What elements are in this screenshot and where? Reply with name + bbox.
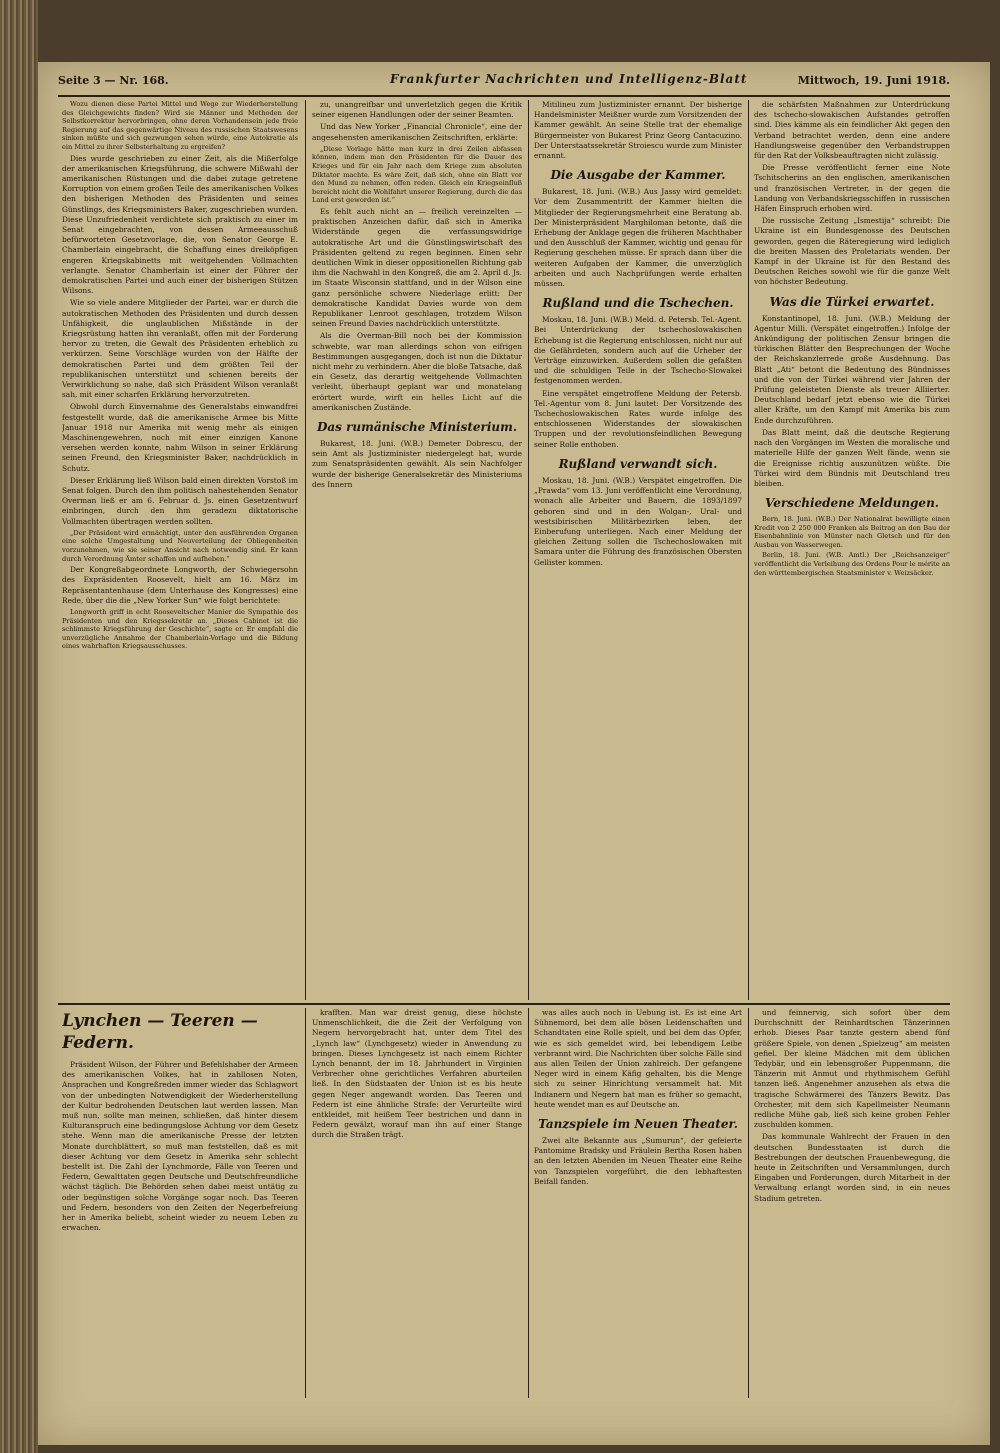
article-text: Präsident Wilson, der Führer und Befehlshaber der Armeen des amerikanischen Volkes, hat in zahllosen Noten, Ansprachen und Kongreßreden immer wieder das Schlagwort von der unbedingten Notwendigkeit der Wiederherstellung der Kultur bedrohenden Deutschen laut werden lassen. Man muß nun, sollte man meinen, schließen, daß hinter diesem Kulturanspruch eine bedingungslose Achtung vor dem Gesetz stehe. Wenn man die amerikanische Presse der letzten Monate durchblättert, so muß man feststellen, daß es mit dieser Achtung vor dem Gesetz in Amerika sehr schlecht bestellt ist. Die Zahl der Lynchmorde, Fälle von Teeren und Federn, Gewalttaten gegen Deutsche und Deutschfreundliche wächst täglich. Die Behörden sehen dabei meist untätig zu oder begünstigen solche Vorgänge sogar noch. Das Teeren und Federn, besonders von den Zeiten der Negerbefreiung her in Amerika beliebt, scheint wieder zu neuem Leben zu erwachen. [62, 1060, 298, 1233]
article-headline: Das rumänische Ministerium. [316, 420, 518, 435]
header-rule [58, 95, 950, 97]
book-binding-edge [0, 0, 38, 1453]
feuilleton-column-2 [312, 1008, 522, 1398]
article-text: zu, unangreifbar und unverletzlich gegen die Kritik seiner eigenen Handlungen oder der seiner Beamten. [312, 100, 522, 120]
masthead-title: Frankfurter Nachrichten und Intelligenz-Blatt [390, 72, 748, 86]
page-header [50, 68, 950, 94]
article-text: Als die Overman-Bill noch bei der Kommission schwebte, war man allerdings schon von eifrigen Bestimmungen ausgegangen, doch ist nun die Diktatur nicht mehr zu verhindern. Aber die bloße Tatsache, daß ein Gesetz, das derartig weitgehende Vollmachten verleiht, überhaupt geplant war und monatelang erörtert wurde, wirft ein helles Licht auf die amerikanischen Zustände. [312, 331, 522, 412]
article-text: Bern, 18. Juni. (W.B.) Der Nationalrat bewilligte einen Kredit von 2 250 000 Franken als Beitrag an den Bau der Eisenbahnlinie von Münster nach Gletsch und für den Ausbau von Wasserwegen. [754, 515, 950, 549]
article-headline: Tanzspiele im Neuen Theater. [538, 1117, 738, 1132]
article-text: Eine verspätet eingetroffene Meldung der Petersb. Tel.-Agentur vom 8. Juni lautet: Der Vorsitzende des Tschechoslowakischen Rates wurde infolge des entschlossenen Widerstandes der slowakischen Truppen und der revolutionsfeindlichen Bewegung seiner Rolle enthoben. [534, 388, 742, 449]
column-4 [754, 100, 950, 1000]
article-text: was alles auch noch in Uebung ist. Es ist eine Art Sühnemord, bei dem alle bösen Leidenschaften und Schandtaten eine Rolle spielt, und bei dem das Opfer, wie es sich gemeldet wird, bei lebendigem Leibe verbrannt wird. Die Nachrichten über solche Fälle sind aus allen Teilen der Union zahlreich. Der gefangene Neger wird in einem Käfig gehalten, bis die Menge sich zu seiner Hinrichtung versammelt hat. Mit Indianern und Negern hat man es früher so gemacht, heute wendet man es auf Deutsche an. [534, 1008, 742, 1109]
article-text: Zwei alte Bekannte aus „Sumurun“, der gefeierte Pantomime Bradsky und Fräulein Bertha Rosen haben an den letzten Abenden im Neuen Theater eine Reihe von Tanzspielen vorgeführt, die den lebhaftesten Beifall fanden. [534, 1136, 742, 1186]
article-headline: Verschiedene Meldungen. [765, 496, 939, 511]
article-headline: Rußland und die Tschechen. [542, 296, 734, 311]
article-text: Bukarest, 18. Juni. (W.B.) Demeter Dobrescu, der sein Amt als Justizminister niedergelegt hat, wurde zum Senatspräsidenten gewählt. Als sein Nachfolger wurde der bisherige Generalsekretär des Ministeriums des Innern [312, 439, 522, 489]
article-headline: Was die Türkei erwartet. [769, 294, 935, 309]
article-text: Die russische Zeitung „Ismestija“ schreibt: Die Ukraine ist ein Bundesgenosse des Deutschen geworden, gegen die Räteregierung wird lediglich die breiten Massen des Proletariats wenden. Der Kampf in der Ukraine ist für den Bestand des Deutschen Reiches sowohl wie für die ganze Welt von höchster Bedeutung. [754, 216, 950, 287]
feuilleton-headline: Lynchen — Teeren — Federn. [62, 1011, 258, 1053]
article-text: krafften. Man war dreist genug, diese höchste Unmenschlichkeit, die die Zeit der Verfolgung von Negern hervorgebracht hat, unter dem Titel des „Lynch law“ (Lynchgesetz) wieder in Anwendung zu bringen. Dieses Lynchgesetz ist nach einem Richter Lynch benannt, der im 18. Jahrhundert in Virginien Verbrecher ohne gerichtliches Verfahren aburteilen ließ. In den Südstaaten der Union ist es bis heute gegen Neger angewandt worden. Das Teeren und Federn ist eine ähnliche Strafe: der Verurteilte wird entkleidet, mit heißem Teer bestrichen und dann in Federn gewälzt, worauf man ihn auf einer Stange durch die Straßen trägt. [312, 1008, 522, 1140]
column-divider [528, 100, 529, 1000]
column-divider [305, 100, 306, 1000]
feuilleton-column-3 [534, 1008, 742, 1398]
column-divider [748, 100, 749, 1000]
column-3 [534, 100, 742, 1000]
article-text: Wie so viele andere Mitglieder der Partei, war er durch die autokratischen Methoden des Präsidenten und durch dessen Unfähigkeit, die unglaublichen Mißstände in der Kriegsrüstung hatten ihn veranlaßt, offen mit der Forderung hervor zu treten, die Gewalt des Präsidenten erheblich zu verkürzen. Seine Vorschläge wurden von der Hälfte der demokratischen Partei und dem größten Teil der republikanischen unterstützt und schienen bereits der Verwirklichung so nahe, daß sich Präsident Wilson veranlaßt sah, mit einer scharfen Erklärung hervorzutreten. [62, 298, 298, 400]
quoted-text: „Diese Vorlage hätte man kurz in drei Zeilen abfassen können, indem man den Präsidenten für die Dauer des Krieges und für ein Jahr nach dem Kriege zum absoluten Diktator machte. Es wäre Zeit, daß sich, ohne ein Blatt vor den Mund zu nehmen, offen reden. Gleich ein Kriegseinfluß bereicht nicht die Wohlfahrt unserer Regierung, durch die das Land erst geworden ist.“ [312, 144, 522, 205]
column-divider [748, 1008, 749, 1398]
article-text: Bukarest, 18. Juni. (W.B.) Aus Jassy wird gemeldet: Vor dem Zusammentritt der Kammer hielten die Mitglieder der Regierungsmehrheit eine Beratung ab. Der Ministerpräsident Marghiloman betonte, daß die Erhebung der Anklage gegen die früheren Machthaber und den Ausschluß der Kammer, wichtig und genau für Regierung geschehen müsse. Er sprach dann über die weiteren Aufgaben der Kammer, die unverzüglich arbeiten und auch Nachprüfungen werde erhalten müssen. [534, 187, 742, 289]
article-headline: Rußland verwandt sich. [558, 456, 718, 471]
article-text: Dieser Erklärung ließ Wilson bald einen direkten Vorstoß im Senat folgen. Durch den ihm politisch nahestehenden Senator Overman ließ er am 6. Februar d. Js. einen Gesetzentwurf einbringen, durch den ihm geradezu diktatorische Vollmachten übertragen werden sollten. [62, 475, 298, 526]
article-text: Berlin, 18. Juni. (W.B. Amtl.) Der „Reichsanzeiger“ veröffentlicht die Verleihung des Ordens Pour le mérite an den württembergischen Staatsminister v. Weizsäcker. [754, 551, 950, 577]
article-text: Moskau, 18. Juni. (W.B.) Verspätet eingetroffen. Die „Prawda“ vom 13. Juni veröffentlicht eine Verordnung, wonach alle Arbeiter und Bauern, die 1893/1897 geboren sind und in den Wolgan-, Ural- und westsibirischen Militärbezirken leben, der Einberufung unterliegen. Nach einer Meldung der gleichen Zeitung sollen die Tschechoslowaken mit Samara unter die Führung des französischen Obersten Gellister kommen. [534, 475, 742, 567]
article-text: Konstantinopel, 18. Juni. (W.B.) Meldung der Agentur Milli. (Verspätet eingetroffen.) Infolge der Ankündigung der politischen Zensur bringen die türkischen Blätter den Besprechungen der Woche der Reichskanzlerrede große Ausdehnung. Das Blatt „Ati“ betont die Bedeutung des Bündnisses und die von der Türkei während vier Jahren der Prüfung geleisteten Dienste als treuer Alliierter. Deutschland bedarf jetzt ebenso wie die Türkei aller Kräfte, um den Kampf mit Amerika bis zum Ende durchzuführen. [754, 313, 950, 425]
article-text: Obwohl durch Einvernahme des Generalstabs einwandfrei festgestellt wurde, daß die amerikanische Armee bis Mitte Januar 1918 nur Amerika mit wenig mehr als einigen Maschinengewehren, noch mit einer einzigen Kanone versehen werden konnte, nahm Wilson in seiner Erklärung seinen Freund, den Kriegsminister Baker, nachdrücklich in Schutz. [62, 402, 298, 473]
section-rule [58, 1003, 950, 1005]
article-text: Mitilineu zum Justizminister ernannt. Der bisherige Handelsminister Meißner wurde zum Vorsitzenden der Kammer gewählt. An seine Stelle trat der ehemalige Bürgermeister von Bukarest Prinz Georg Cantacuzino. Der Unterstaatssekretär Stroiescu wurde zum Minister ernannt. [534, 100, 742, 161]
article-text: Dies wurde geschrieben zu einer Zeit, als die Mißerfolge der amerikanischen Kriegsführung, die schwere Mißwahl der amerikanischen Rüstungen und die dabei zutage getretene Korruption von einem großen Teile des amerikanischen Volkes den bisherigen Methoden des Präsidenten und seines Günstlings, des Kriegsministers Baker, zugeschrieben wurden. Diese Unzufriedenheit verdichtete sich praktisch zu einer im Senat eingebrachten, von dessen Armeeausschuß befürworteten Gesetzvorlage, die, von Senator George E. Chamberlain eingebracht, die Schaffung eines dreiköpfigen engeren Kriegskabinetts mit weitgehenden Vollmachten verlangte. Senator Chamberlain ist einer der Führer der demokratischen Partei und auch einer der bisherigen Stützen Wilsons. [62, 153, 298, 296]
column-divider [528, 1008, 529, 1398]
article-text: Moskau, 18. Juni. (W.B.) Meld. d. Petersb. Tel.-Agent. Bei Unterdrückung der tschechoslowakischen Erhebung ist die Regierung entschlossen, nicht nur auf die Gefährdeten, sondern auch auf die Urheber der Verträge einzuwirken. Außerdem sollen die gefaßten und die schuldigen Teile in der Tschecho-Slowakei festgenommen werden. [534, 315, 742, 386]
article-text: Der Kongreßabgeordnete Longworth, der Schwiegersohn des Expräsidenten Roosevelt, hielt am 16. März im Repräsentantenhause (dem Unterhause des Kongresses) eine Rede, über die die „New Yorker Sun“ wie folgt berichtete: [62, 565, 298, 605]
article-text: Die Presse veröffentlicht ferner eine Note Tschitscherins an den englischen, amerikanischen und französischen Vertreter, in der gegen die Landung von Verbandskriegsschiffen in russischen Häfen Einspruch erhoben wird. [754, 163, 950, 214]
article-text: Das kommunale Wahlrecht der Frauen in den deutschen Bundesstaaten ist durch die Bestrebungen der deutschen Frauenbewegung, die heute in Zeitschriften und Versammlungen, durch Eingaben und Forderungen, durch Mitarbeit in der Verwaltung erlangt worden sind, in ein neues Stadium getreten. [754, 1132, 950, 1203]
page-number: Seite 3 — Nr. 168. [58, 74, 169, 87]
article-text: die schärfsten Maßnahmen zur Unterdrückung des tschecho-slowakischen Aufstandes getroffen sind. Dies kämme als ein feindlicher Akt gegen den Verband betrachtet werden, denn eine andere Handlungsweise gegenüber den Verbandstruppen für den Rat der Volksbeauftragten nicht zulässig. [754, 100, 950, 161]
article-text: Und das New Yorker „Financial Chronicle“, eine der angesehensten amerikanischen Zeitschriften, erklärte: [312, 122, 522, 142]
article-text: Wozu dienen diese Partei Mittel und Wege zur Wiederherstellung des Gleichgewichts finden? Wird sie Männer und Methoden der Selbstkorrektur hervorbringen, ohne deren Vorhandensein jede freie Regierung auf das gegenwärtige Niveau des russischen Staatswesens sinken müßte und sich gezwungen sehen würde, eine Autokratie als ein Mittel zu ihrer Selbsterhaltung zu ergreifen? [62, 100, 298, 151]
feuilleton-column-1 [62, 1008, 298, 1398]
column-divider [305, 1008, 306, 1398]
feuilleton-column-4 [754, 1008, 950, 1398]
quoted-text: „Der Präsident wird ermächtigt, unter den ausführenden Organen eine solche Umgestaltung und Neuverteilung der Obliegenheiten vorzunehmen, wie sie seiner Ansicht nach notwendig sind. Er kann durch Verordnung Ämter schaffen und aufheben.“ [62, 528, 298, 563]
article-text: Es fehlt auch nicht an — freilich vereinzelten — praktischen Anzeichen dafür, daß sich in Amerika Widerstände gegen die verfassungswidrige autokratische Art und die Günstlingswirtschaft des Präsidenten geltend zu regen beginnen. Einen sehr deutlichen Wink in dieser oppositionellen Richtung gab ihm die Nachwahl in den Kongreß, die am 2. April d. Js. im Staate Wisconsin stattfand, und in der Wilson eine ganz persönliche schwere Niederlage erlitt: Der demokratische Kandidat Davies wurde von dem Republikaner Lenroot geschlagen, trotzdem Wilson seinen Freund Davies nachdrücklich unterstützte. [312, 206, 522, 329]
article-text: und feinnervig, sich sofort über dem Durchschnitt der Reinhardtschen Tänzerinnen erhob. Dieses Paar tanzte gestern abend fünf größere Spiele, von denen „Spielzeug“ am meisten gefiel. Der kleine Mädchen mit dem üblichen Tedybär, und ein lebensgroßer Puppenmann, die Tänzerin mit Anmut und rhythmischem Gefühl tanzen ließ. Angenehmer anzusehen als etwa die tragische Schwärmerei des Tänzers Bewitz. Das Orchester, mit dem sich Kapellmeister Neumann redliche Mühe gab, ließ sich keine groben Fehler zuschulden kommen. [754, 1008, 950, 1130]
article-text: Longworth griff in echt Rooseveltscher Manier die Sympathie des Präsidenten und den Kriegssekretär an. „Dieses Cabinet ist die schlimmste Kriegsführung der Geschichte“, sagte er. Er empfahl die unverzügliche Annahme der Chamberlain-Vorlage und die Bildung eines wahrhaften Kriegsausschusses. [62, 608, 298, 651]
column-1 [62, 100, 298, 1000]
issue-date: Mittwoch, 19. Juni 1918. [797, 74, 950, 87]
article-headline: Die Ausgabe der Kammer. [550, 168, 726, 183]
article-text: Das Blatt meint, daß die deutsche Regierung nach den Vorgängen im Westen die moralische und materielle Hilfe der ganzen Welt fände, wenn sie die Ereignisse richtig auszunützen wüßte. Die Türkei wird dem Bündnis mit Deutschland treu bleiben. [754, 427, 950, 488]
column-2 [312, 100, 522, 1000]
